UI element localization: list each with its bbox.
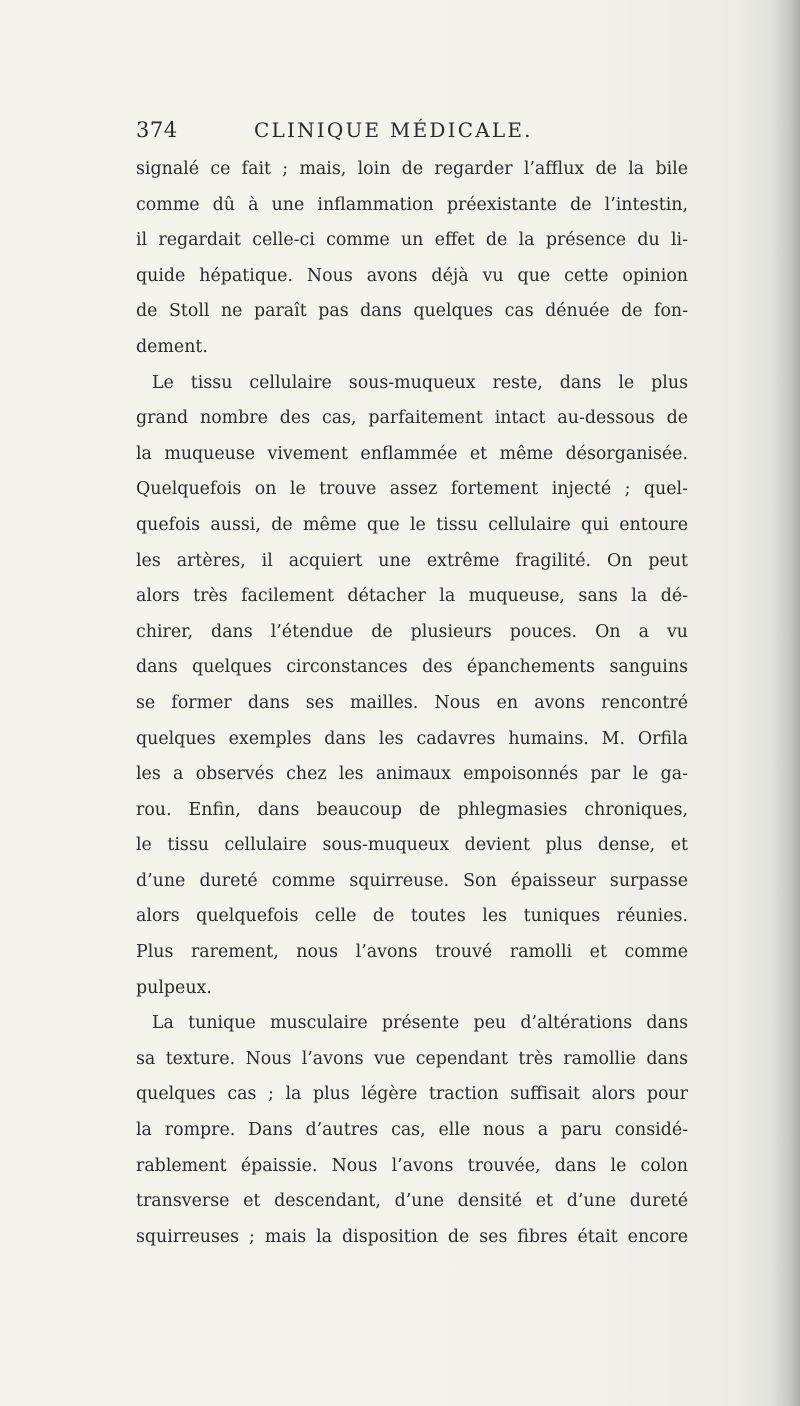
text-line: Quelquefois on le trouve assez fortement injecté ; quel-	[136, 479, 688, 500]
text-line: comme dû à une inflammation préexistante de l’intestin,	[136, 194, 688, 215]
text-line: les artères, il acquiert une extrême fragilité. On peut	[136, 550, 688, 571]
text-line: grand nombre des cas, parfaitement intact au-dessous de	[136, 408, 688, 429]
text-line: chirer, dans l’étendue de plusieurs pouces. On a vu	[136, 621, 688, 642]
text-line: dement.	[136, 336, 208, 357]
text-line: les a observés chez les animaux empoisonnés par le ga-	[136, 764, 688, 785]
text-line: de Stoll ne paraît pas dans quelques cas dénuée de fon-	[136, 301, 688, 322]
text-line: quefois aussi, de même que le tissu cellulaire qui entoure	[136, 514, 688, 535]
text-line: quelques cas ; la plus légère traction suffisait alors pour	[136, 1084, 688, 1105]
text-line: alors très facilement détacher la muqueuse, sans la dé-	[136, 586, 688, 607]
text-line: pulpeux.	[136, 977, 212, 998]
text-line: quelques exemples dans les cadavres humains. M. Orfila	[136, 728, 688, 749]
body-text	[136, 152, 688, 1255]
text-line: Plus rarement, nous l’avons trouvé ramolli et comme	[136, 942, 688, 963]
text-line: rablement épaissie. Nous l’avons trouvée, dans le colon	[136, 1155, 688, 1176]
page-header	[136, 118, 656, 150]
text-line: sa texture. Nous l’avons vue cependant très ramollie dans	[136, 1048, 688, 1069]
text-line: La tunique musculaire présente peu d’altérations dans	[152, 1013, 688, 1034]
text-line: rou. Enfin, dans beaucoup de phlegmasies chroniques,	[136, 799, 688, 820]
page-number: 374	[136, 118, 178, 142]
text-line: transverse et descendant, d’une densité et d’une dureté	[136, 1191, 688, 1212]
text-line: d’une dureté comme squirreuse. Son épaisseur surpasse	[136, 870, 688, 891]
text-line: se former dans ses mailles. Nous en avons rencontré	[136, 692, 688, 713]
text-line: squirreuses ; mais la disposition de ses fibres était encore	[136, 1226, 688, 1247]
text-line: la rompre. Dans d’autres cas, elle nous a paru considé-	[136, 1120, 688, 1141]
running-head: CLINIQUE MÉDICALE.	[254, 118, 533, 142]
text-line: alors quelquefois celle de toutes les tuniques réunies.	[136, 906, 688, 927]
text-line: dans quelques circonstances des épanchements sanguins	[136, 657, 688, 678]
text-line: quide hépatique. Nous avons déjà vu que cette opinion	[136, 265, 688, 286]
page-edge-shadow	[770, 0, 800, 1406]
text-line: il regardait celle-ci comme un effet de la présence du li-	[136, 230, 688, 251]
text-line: signalé ce fait ; mais, loin de regarder l’afflux de la bile	[136, 159, 688, 179]
text-line: la muqueuse vivement enflammée et même désorganisée.	[136, 443, 688, 464]
text-line: le tissu cellulaire sous-muqueux devient plus dense, et	[136, 835, 688, 856]
text-line: Le tissu cellulaire sous-muqueux reste, dans le plus	[152, 372, 688, 393]
